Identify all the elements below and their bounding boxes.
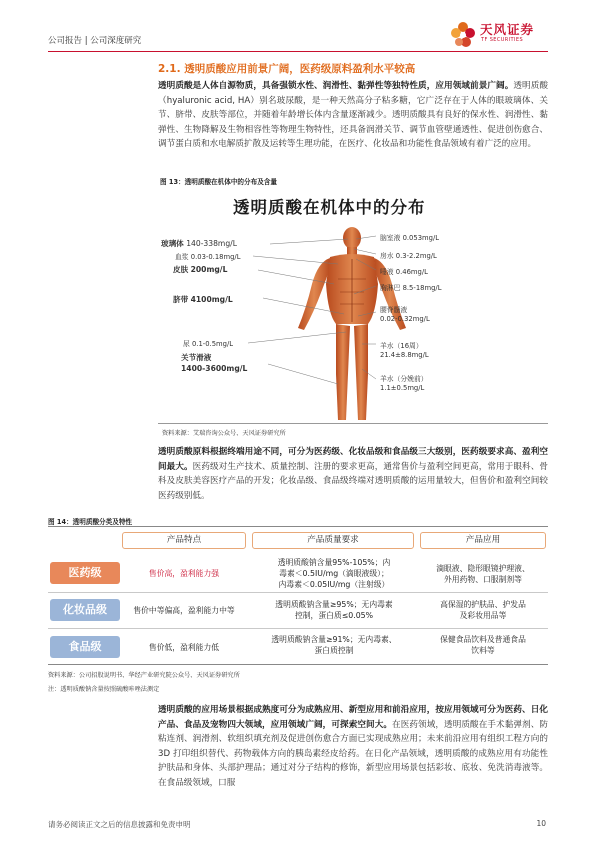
paragraph-intro [158, 79, 548, 152]
table-top-rule [48, 526, 548, 527]
label-amniotic-16w: 羊水（16周） [380, 342, 423, 350]
table-bottom-rule [48, 664, 548, 665]
cell-cosmetic-application: 高保湿的护肤品、护发品 及彩妆用品等 [440, 600, 526, 620]
hyaluronic-distribution-figure [158, 184, 548, 424]
cell-pharma-application: 滴眼液、隐形眼镜护理液、 外用药物、口服制剂等 [436, 564, 530, 584]
logo-text: 天风证券 [480, 22, 535, 37]
disclaimer-footer: 请务必阅读正文之后的信息披露和免责申明 [48, 820, 191, 829]
figure13-heading: 透明质酸在机体中的分布 [233, 198, 426, 217]
col-header-application: 产品应用 [420, 532, 546, 549]
row-label-cosmetic: 化妆品级 [50, 599, 120, 621]
cell-food-quality: 透明质酸钠含量≥91%；无内毒素、 蛋白质控制 [271, 635, 397, 655]
label-plasma: 血浆 0.03-0.18mg/L [175, 253, 241, 261]
label-amniotic-delivery-value: 1.1±0.5mg/L [380, 384, 425, 392]
cell-pharma-quality: 透明质酸钠含量95%-105%；内 毒素＜0.5IU/mg（滴眼液级）； 内毒素＜0.05IU/mg（注射级） [277, 558, 391, 589]
label-ventricular-fluid: 脑室液 0.053mg/L [380, 234, 440, 242]
label-synovial-fluid: 关节滑液 [181, 353, 212, 362]
cell-cosmetic-feature: 售价中等偏高，盈利能力中等 [133, 606, 235, 615]
col-header-feature: 产品特点 [122, 532, 246, 549]
row-label-pharma: 医药级 [50, 562, 120, 584]
cell-food-feature: 售价低，盈利能力低 [148, 643, 220, 652]
paragraph-grades-body: 医药级对生产技术、质量控制、注册的要求更高，通常售价与盈利空间更高，常用于眼科、骨科及皮肤美容医疗产品的开发；化妆品级、食品级终端对透明质酸的运用量较大，但售价和盈利空间较医药级别低。 [158, 461, 548, 501]
paragraph-applications-lead: 透明质酸的应用场景根据成熟度可分为成熟应用、新型应用和前沿应用，按应用领域可分为医药、日化产品、食品及宠物四大领域，应用领域广阔，可探索空间大。 [158, 705, 548, 730]
flower-logo-icon [448, 20, 478, 50]
row-divider [48, 628, 548, 629]
label-lumbar-csf: 腰脊髓液 [380, 306, 408, 314]
label-amniotic-16w-value: 21.4±8.8mg/L [380, 351, 429, 359]
cell-food-application: 保健食品饮料及普通食品 饮料等 [440, 635, 526, 655]
label-skin: 皮肤 200mg/L [173, 265, 228, 274]
paragraph-grades-lead: 透明质酸原料根据终端用途不同，可分为医药级、化妆品级和食品级三大级别，医药级要求高、盈利空间最大。 [158, 447, 548, 472]
label-amniotic-delivery: 羊水（分娩前） [380, 375, 428, 383]
figure14-title: 图 14：透明质酸分类及特性 [48, 518, 133, 526]
label-synovial-fluid-value: 1400-3600mg/L [181, 364, 248, 373]
page-header [48, 22, 548, 52]
label-lumbar-csf-value: 0.02-0.32mg/L [380, 315, 430, 323]
row-label-food: 食品级 [50, 636, 120, 658]
report-type: 公司报告 | 公司深度研究 [48, 36, 142, 46]
figure13-source: 资料来源：艾瑞咨询公众号、天风证券研究所 [162, 430, 286, 437]
paragraph-applications-body: 在医药领域，透明质酸在手术黏弹剂、防粘连剂、润滑剂、软组织填充剂及促进创伤愈合方面已实现成熟应用；未来前沿应用有组织工程方向的 3D 打印组织替代、药物载体方向的胰岛素经皮给药。在日化产品领域，透明质酸的成熟应用有功能性护肤品和身体、头部护理品；通过对分子结构的修饰，新型应用场景包括彩妆、底妆、免洗消毒液等。在食品级领域，口服 [158, 719, 548, 788]
paragraph-grades [158, 445, 548, 503]
cell-cosmetic-quality: 透明质酸钠含量≥95%；无内毒素 控制，蛋白质≤0.05% [275, 600, 393, 620]
label-umbilical-cord: 脐带 4100mg/L [173, 295, 233, 304]
logo-subtext: TF SECURITIES [481, 37, 524, 43]
cell-pharma-feature: 售价高，盈利能力强 [148, 569, 220, 578]
figure13-title: 图 13：透明质酸在机体中的分布及含量 [160, 178, 277, 186]
company-logo [448, 20, 548, 52]
label-urine: 尿 0.1-0.5mg/L [183, 340, 234, 348]
col-header-quality: 产品质量要求 [252, 532, 414, 549]
paragraph-intro-body: 透明质酸（hyaluronic acid, HA）别名玻尿酸，是一种天然高分子粘多糖，它广泛存在于人体的眼玻璃体、关节、脐带、皮肤等部位，并随着年龄增长体内含量逐渐减少。透明质酸具有良好的保水性、润滑性、黏弹性、生物降解及生物相容性等物理生物特性，还具备润滑关节、调节血管壁通透性、促进创伤愈合、调节蛋白质和水电解质扩散及运转等生理功能，在医疗、化妆品和功能性食品领域有着广泛的应用。 [158, 81, 548, 150]
label-thoracic-lymph: 胸淋巴 8.5-18mg/L [380, 284, 442, 292]
figure14-note: 注：透明质酸钠含量按照硫酸咔唑法测定 [48, 686, 160, 693]
label-vitreous: 玻璃体 140-338mg/L [161, 239, 237, 248]
row-divider [48, 592, 548, 593]
header-divider [48, 51, 548, 52]
section-title: 2.1. 透明质酸应用前景广阔，医药级原料盈利水平较高 [158, 63, 416, 75]
page-number: 10 [536, 819, 546, 828]
label-aqueous-humor: 房水 0.3-2.2mg/L [380, 252, 437, 260]
label-saliva: 唾液 0.46mg/L [380, 268, 428, 276]
paragraph-intro-lead: 透明质酸是人体自源物质，具备强锁水性、润滑性、黏弹性等独特性质，应用领域前景广阔。 [158, 81, 514, 91]
paragraph-applications [158, 703, 548, 791]
figure14-source: 资料来源：公司招股说明书、华经产业研究院公众号、天风证券研究所 [48, 672, 240, 679]
